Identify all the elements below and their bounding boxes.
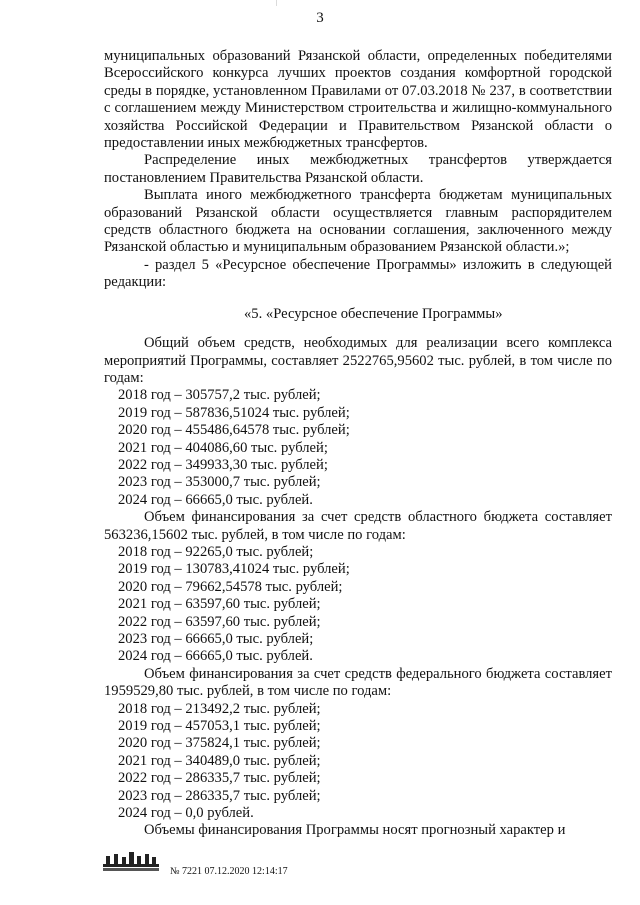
list-item: 2019 год – 457053,1 тыс. рублей;: [118, 718, 321, 735]
regional-intro: Объем финансирования за счет средств областного бюджета составляет 563236,15602 тыс. рублей, в том числе по годам:: [104, 509, 612, 543]
list-item: 2018 год – 213492,2 тыс. рублей;: [118, 700, 321, 717]
list-item: 2022 год – 349933,30 тыс. рублей;: [118, 456, 328, 473]
page-number: 3: [316, 10, 324, 26]
total-intro: Общий объем средств, необходимых для реализации всего комплекса мероприятий Программы, составляет 2522765,95602 тыс. рублей, в том числе по годам:: [104, 335, 612, 386]
document-body: [104, 48, 612, 840]
list-item: 2019 год – 587836,51024 тыс. рублей;: [118, 404, 350, 421]
list-item: 2023 год – 66665,0 тыс. рублей;: [118, 631, 314, 647]
document-stamp-icon: [102, 850, 160, 872]
list-item: 2023 год – 286335,7 тыс. рублей;: [118, 787, 321, 804]
total-years-list: [104, 387, 612, 509]
list-item: 2024 год – 66665,0 тыс. рублей.: [118, 648, 313, 665]
last-line: Объемы финансирования Программы носят прогнозный характер и: [144, 822, 566, 839]
paragraph-4: - раздел 5 «Ресурсное обеспечение Программы» изложить в следующей редакции:: [104, 256, 612, 291]
list-item: 2018 год – 305757,2 тыс. рублей;: [118, 387, 321, 404]
list-item: 2020 год – 375824,1 тыс. рублей;: [118, 735, 321, 752]
paragraph-1: муниципальных образований Рязанской области, определенных победителями Всероссийского конкурса лучших проектов создания комфортной городской среды в порядке, установленном Правилами от 07.03.2018 № 237, в соответствии с соглашением между Министерством строительства и жилищно-коммунального хозяйства Российской Федерации и Правительством Рязанской области о предоставлении иных межбюджетных трансфертов.: [104, 48, 612, 152]
document-footer-info: № 7221 07.12.2020 12:14:17: [170, 866, 288, 877]
list-item: 2021 год – 63597,60 тыс. рублей;: [118, 596, 321, 613]
paragraph-3: Выплата иного межбюджетного трансферта бюджетам муниципальных образований Рязанской области осуществляется главным распорядителем средств областного бюджета на основании соглашения, заключенного между Рязанской областью и муниципальным образованием Рязанской области.»;: [104, 187, 612, 256]
federal-intro: Объем финансирования за счет средств федерального бюджета составляет 1959529,80 тыс. рублей, в том числе по годам:: [104, 665, 612, 700]
list-item: 2022 год – 286335,7 тыс. рублей;: [118, 770, 321, 787]
list-item: 2020 год – 79662,54578 тыс. рублей;: [118, 578, 343, 595]
list-item: 2024 год – 66665,0 тыс. рублей.: [118, 491, 313, 508]
federal-years-list: [104, 701, 612, 823]
list-item: 2020 год – 455486,64578 тыс. рублей;: [118, 422, 350, 439]
list-item: 2023 год – 353000,7 тыс. рублей;: [118, 474, 321, 491]
list-item: 2021 год – 404086,60 тыс. рублей;: [118, 439, 328, 456]
list-item: 2022 год – 63597,60 тыс. рублей;: [118, 613, 321, 630]
paragraph-2: Распределение иных межбюджетных трансфертов утверждается постановлением Правительства Рязанской области.: [104, 152, 612, 186]
section-heading: «5. «Ресурсное обеспечение Программы»: [244, 305, 503, 322]
regional-years-list: [104, 544, 612, 666]
list-item: 2018 год – 92265,0 тыс. рублей;: [118, 543, 314, 560]
list-item: 2019 год – 130783,41024 тыс. рублей;: [118, 561, 350, 578]
list-item: 2024 год – 0,0 рублей.: [118, 805, 254, 822]
list-item: 2021 год – 340489,0 тыс. рублей;: [118, 752, 321, 769]
